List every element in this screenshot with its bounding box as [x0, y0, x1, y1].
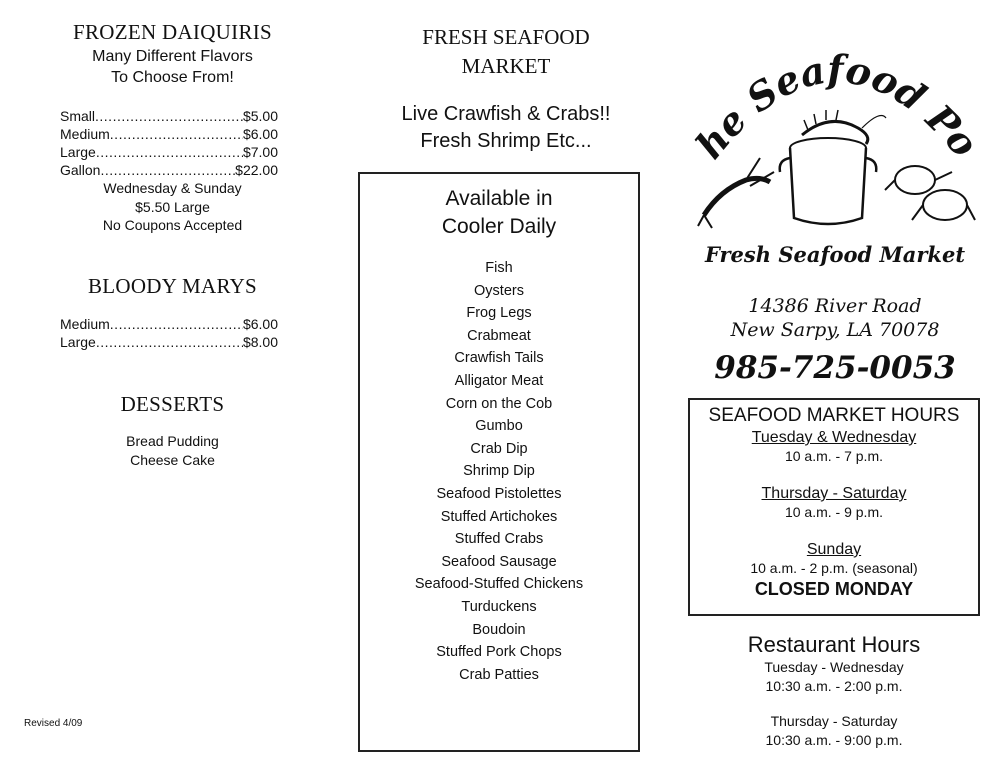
cooler-item: Turduckens	[461, 598, 537, 615]
price-row	[60, 333, 278, 351]
price-label: Medium	[60, 316, 110, 332]
closed-monday-notice: CLOSED MONDAY	[754, 579, 914, 599]
phone-number: 985-725-0053	[714, 350, 956, 386]
address-block	[690, 294, 980, 342]
price-label: Medium	[60, 126, 110, 142]
price-dots	[95, 107, 243, 125]
seafood-pot-logo	[690, 40, 980, 275]
price-dots	[110, 125, 243, 143]
daiquiris-subtitle-line-2: To Choose From!	[111, 69, 234, 86]
restaurant-hours-time: 10:30 a.m. - 9:00 p.m.	[765, 732, 903, 748]
dessert-item: Bread Pudding	[126, 433, 219, 449]
desserts-title: DESSERTS	[120, 392, 225, 416]
price-value: $6.00	[242, 316, 278, 332]
market-title-line-2: MARKET	[461, 54, 551, 78]
daiquiris-no-coupons: No Coupons Accepted	[102, 217, 243, 233]
restaurant-hours-title: Restaurant Hours	[747, 632, 921, 657]
cooler-item: Frog Legs	[466, 305, 532, 322]
price-value: $7.00	[242, 144, 278, 160]
daiquiris-special-days: Wednesday & Sunday	[103, 180, 242, 196]
cooler-item: Seafood Sausage	[441, 553, 557, 570]
restaurant-hours-time: 10:30 a.m. - 2:00 p.m.	[765, 678, 903, 694]
cooler-item: Stuffed Artichokes	[440, 508, 558, 525]
daiquiris-special-price: $5.50 Large	[135, 198, 210, 215]
restaurant-hours-days: Thursday - Saturday	[770, 713, 898, 729]
address-street: 14386 River Road	[748, 295, 922, 317]
cooler-item: Corn on the Cob	[445, 395, 553, 412]
cooler-item: Stuffed Crabs	[454, 531, 544, 548]
price-dots	[110, 315, 243, 333]
price-label: Small	[60, 108, 96, 124]
cooler-item: Crab Patties	[459, 666, 539, 683]
market-hours-time: 10 a.m. - 2 p.m. (seasonal)	[750, 560, 918, 576]
logo-name: he Seafood P	[690, 46, 969, 167]
market-hours-days: Tuesday & Wednesday	[751, 429, 917, 446]
dessert-item: Cheese Cake	[130, 451, 215, 468]
price-row	[60, 161, 278, 179]
price-row	[60, 315, 278, 333]
cooler-box	[358, 172, 640, 752]
price-row	[60, 143, 278, 161]
restaurant-hours-days: Tuesday - Wednesday	[764, 659, 904, 675]
price-value: $22.00	[235, 162, 278, 178]
market-title	[358, 23, 654, 81]
market-hours-days: Sunday	[806, 541, 862, 558]
market-hours-box	[688, 398, 980, 616]
cooler-item: Fish	[485, 260, 513, 276]
price-value: $6.00	[242, 126, 278, 142]
cooler-heading	[360, 185, 638, 241]
cooler-item: Crawfish Tails	[454, 350, 544, 367]
price-dots	[100, 161, 235, 179]
cooler-heading-line-1: Available in	[445, 187, 553, 210]
cooler-item: Seafood-Stuffed Chickens	[414, 576, 584, 593]
cooler-item: Gumbo	[475, 418, 523, 435]
market-tagline-line-2: Fresh Shrimp Etc...	[420, 130, 592, 152]
market-hours-days: Thursday - Saturday	[761, 485, 907, 502]
cooler-item: Crab Dip	[470, 440, 528, 457]
crawfish-icon	[698, 158, 774, 228]
pot-icon	[780, 138, 877, 224]
restaurant-hours	[688, 632, 980, 750]
revised-date: Revised 4/09	[24, 718, 83, 729]
market-title-line-1: FRESH SEAFOOD	[422, 25, 590, 49]
cooler-item: Boudoin	[472, 621, 526, 638]
daiquiris-price-list	[60, 107, 278, 179]
market-hours-time: 10 a.m. - 7 p.m.	[784, 448, 884, 464]
price-dots	[96, 143, 243, 161]
cooler-item-list	[360, 257, 638, 686]
daiquiris-title: FROZEN DAIQUIRIS	[72, 20, 273, 44]
price-label: Large	[60, 144, 96, 160]
cooler-item: Alligator Meat	[454, 372, 544, 389]
cooler-item: Shrimp Dip	[463, 463, 535, 480]
bloody-marys-price-list	[60, 315, 278, 351]
price-dots	[96, 333, 243, 351]
cooler-item: Crabmeat	[467, 327, 531, 344]
daiquiris-subtitle-line-1: Many Different Flavors	[92, 48, 253, 65]
price-row	[60, 107, 278, 125]
price-label: Gallon	[60, 162, 101, 178]
logo-tagline: Fresh Seafood Market	[704, 242, 966, 267]
desserts-list	[40, 432, 305, 469]
market-tagline	[358, 101, 654, 155]
crab-icon	[885, 166, 975, 220]
market-hours-title: SEAFOOD MARKET HOURS	[708, 405, 960, 426]
price-value: $8.00	[242, 334, 278, 350]
cooler-item: Stuffed Pork Chops	[436, 644, 562, 661]
address-city: New Sarpy, LA 70078	[730, 319, 940, 341]
bloody-marys-title: BLOODY MARYS	[87, 274, 258, 298]
price-value: $5.00	[242, 108, 278, 124]
cooler-item: Oysters	[474, 282, 524, 299]
price-row	[60, 125, 278, 143]
cooler-heading-line-2: Cooler Daily	[441, 215, 557, 238]
market-tagline-line-1: Live Crawfish & Crabs!!	[401, 103, 611, 125]
price-label: Large	[60, 334, 96, 350]
market-hours-time: 10 a.m. - 9 p.m.	[784, 504, 884, 520]
daiquiris-special	[40, 179, 305, 235]
daiquiris-subtitle	[40, 46, 305, 88]
logo-graphic	[690, 40, 980, 275]
cooler-item: Seafood Pistolettes	[436, 485, 562, 502]
